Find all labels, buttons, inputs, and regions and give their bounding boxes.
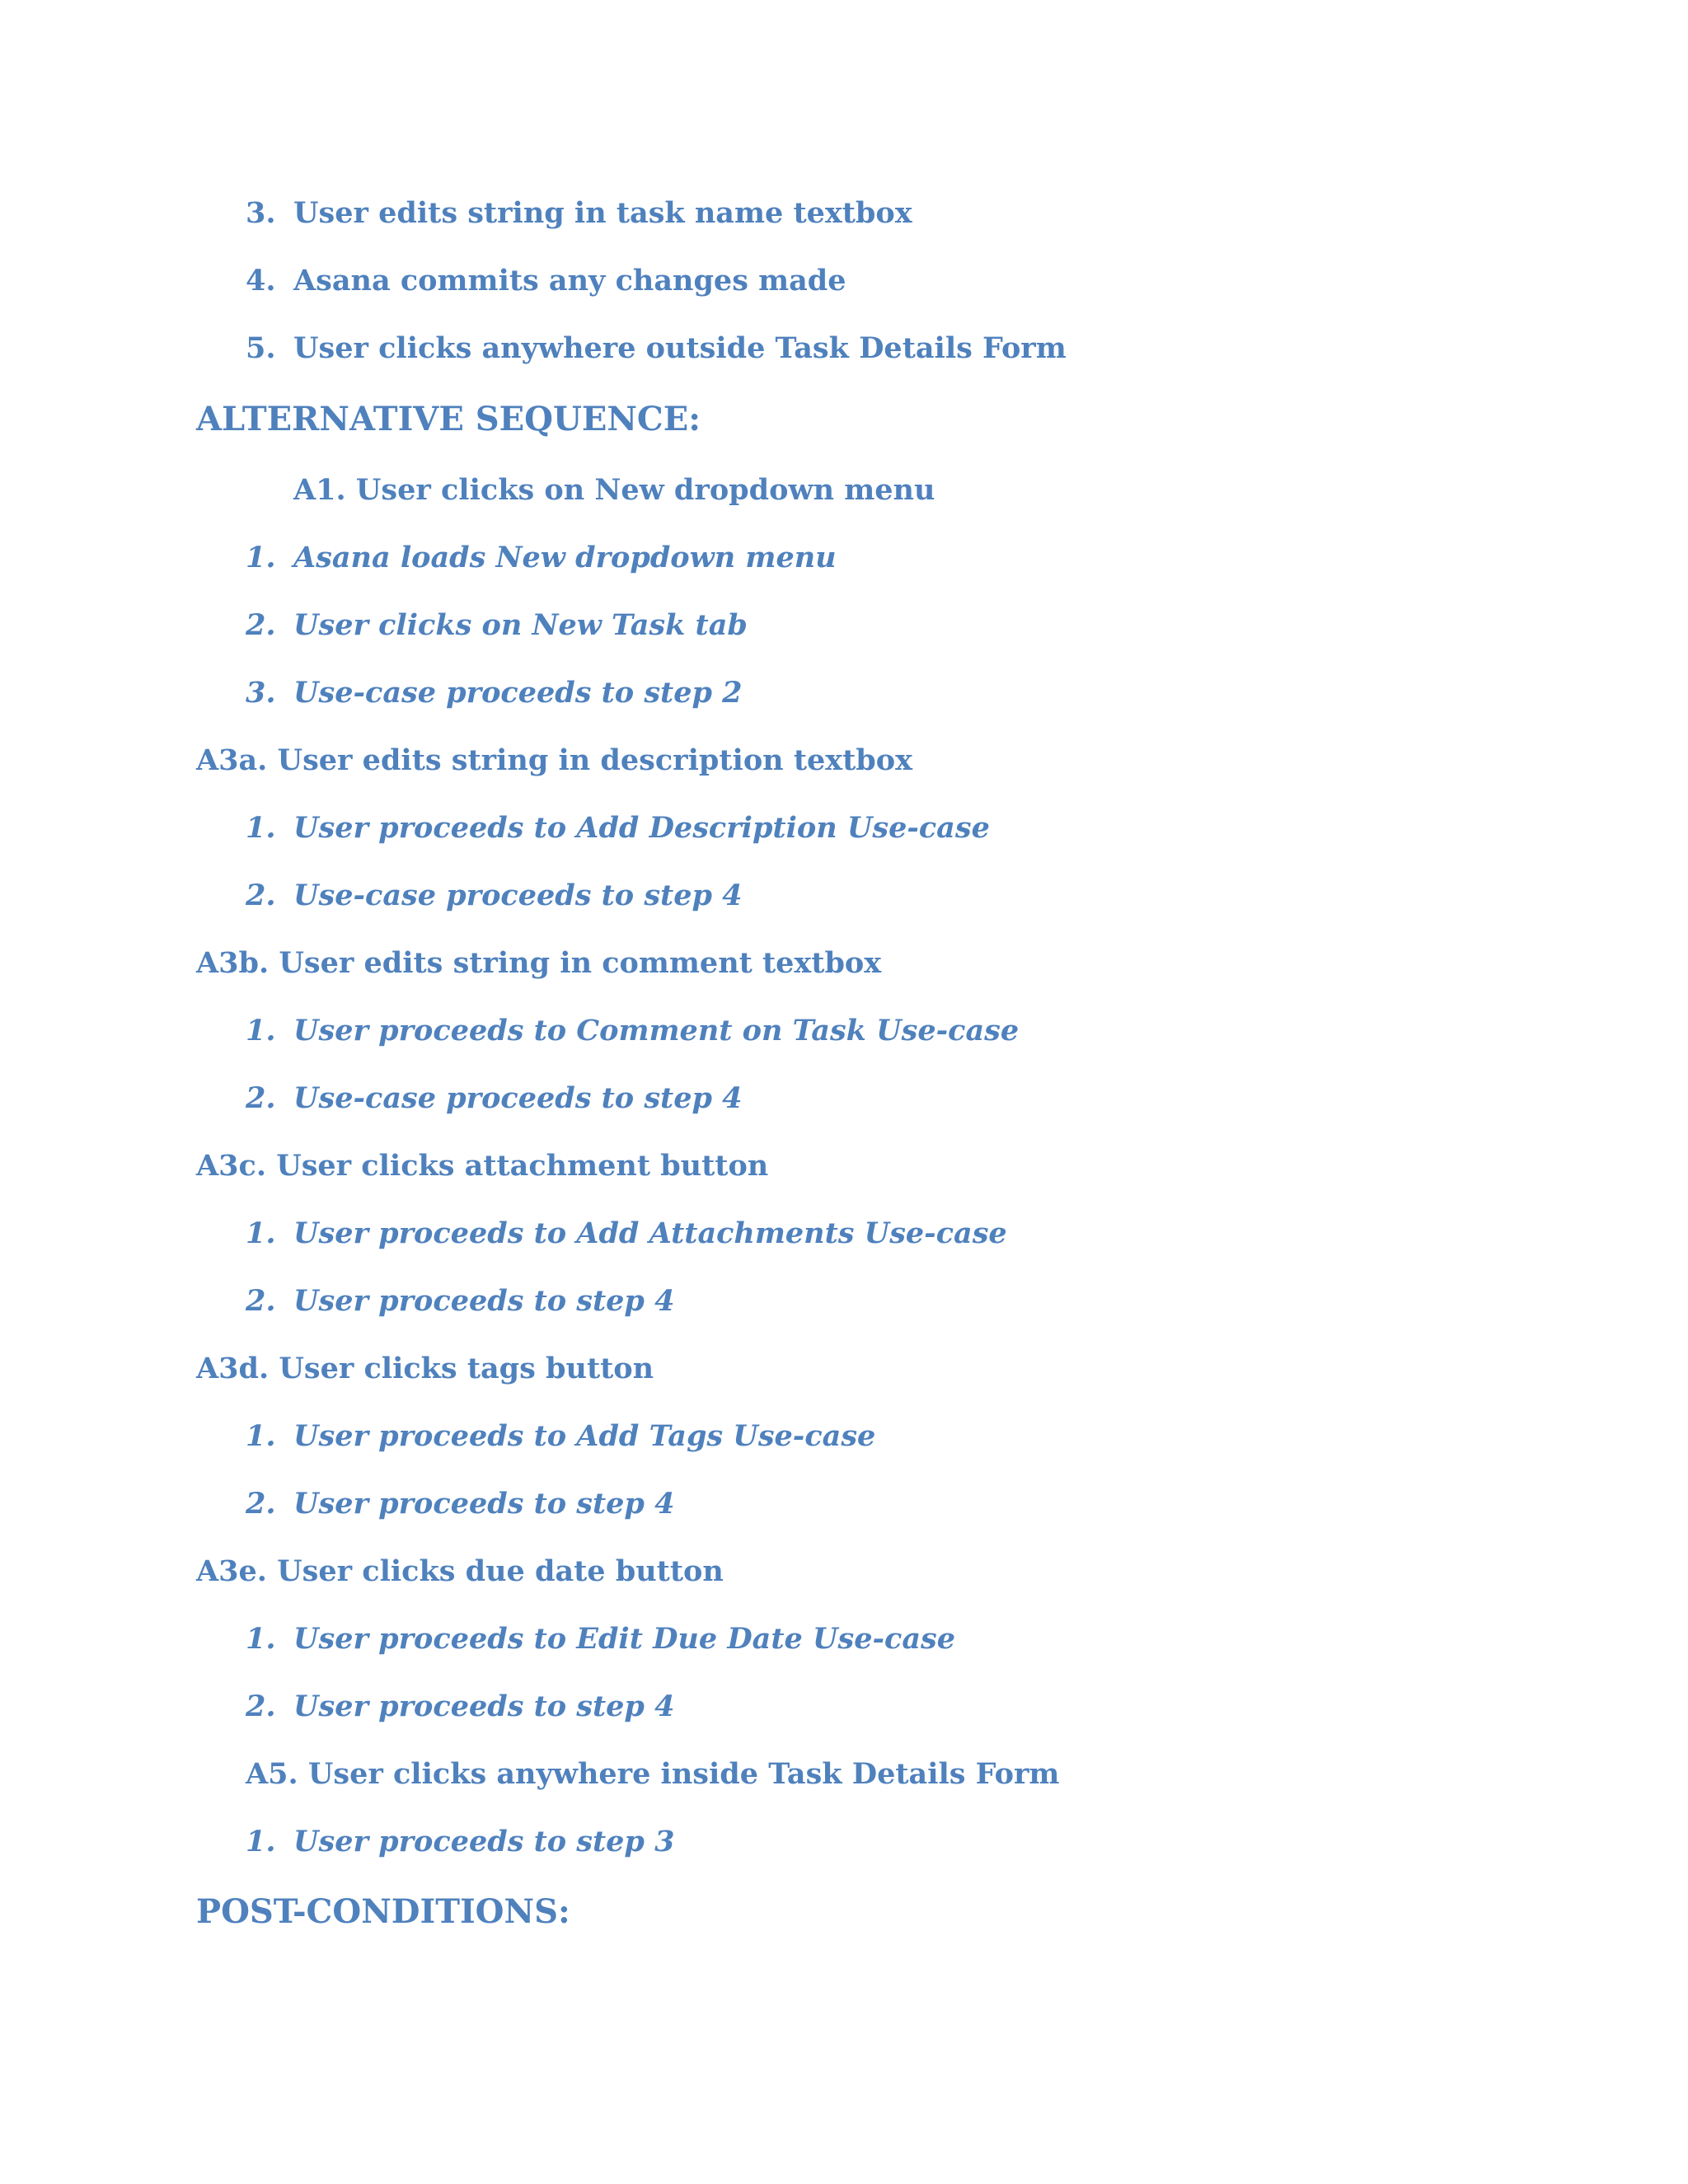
step-text: User proceeds to step 4 — [293, 1284, 675, 1318]
step-text: Use-case proceeds to step 2 — [293, 676, 743, 710]
step-number: 1. — [246, 1825, 276, 1858]
step-text: User proceeds to Add Description Use-case — [293, 811, 990, 845]
step-text: User proceeds to Add Attachments Use-case — [293, 1216, 1007, 1250]
step-text: User edits string in task name textbox — [293, 196, 912, 230]
alt-flow-title-text: A3e. User clicks due date button — [196, 1554, 724, 1588]
step-number: 3. — [246, 676, 276, 710]
alt-flow-title-text: A1. User clicks on New dropdown menu — [293, 473, 935, 507]
alt-flow-title-text: A3b. User edits string in comment textbox — [196, 946, 882, 980]
step-number: 2. — [246, 1487, 276, 1521]
step-text: User proceeds to step 4 — [293, 1487, 675, 1521]
step-text: Asana commits any changes made — [293, 264, 846, 298]
heading-text: ALTERNATIVE SEQUENCE: — [196, 400, 701, 438]
step-text: Use-case proceeds to step 4 — [293, 1081, 743, 1115]
step-text: User proceeds to Edit Due Date Use-case — [293, 1622, 955, 1656]
step-number: 5. — [246, 331, 276, 365]
step-text: Use-case proceeds to step 4 — [293, 879, 743, 912]
step-number: 4. — [246, 264, 276, 298]
step-text: User proceeds to step 4 — [293, 1690, 675, 1723]
step-number: 2. — [246, 1081, 276, 1115]
step-number: 1. — [246, 1419, 276, 1453]
step-text: Asana loads New dropdown menu — [293, 541, 837, 574]
step-number: 2. — [246, 608, 276, 642]
step-number: 1. — [246, 1216, 276, 1250]
step-number: 2. — [246, 879, 276, 912]
step-text: User proceeds to Add Tags Use-case — [293, 1419, 876, 1453]
step-number: 1. — [246, 811, 276, 845]
step-number: 2. — [246, 1690, 276, 1723]
heading-text: POST-CONDITIONS: — [196, 1892, 570, 1931]
alt-flow-title-text: A3c. User clicks attachment button — [196, 1149, 769, 1183]
step-text: User proceeds to Comment on Task Use-case — [293, 1014, 1020, 1047]
alt-flow-title-text: A3a. User edits string in description textbox — [196, 743, 912, 777]
step-text: User clicks on New Task tab — [293, 608, 748, 642]
step-number: 1. — [246, 1014, 276, 1047]
step-number: 2. — [246, 1284, 276, 1318]
step-number: 1. — [246, 1622, 276, 1656]
step-text: User proceeds to step 3 — [293, 1825, 675, 1858]
alt-flow-title-text: A3d. User clicks tags button — [196, 1352, 654, 1385]
step-text: User clicks anywhere outside Task Details Form — [293, 331, 1067, 365]
step-number: 3. — [246, 196, 276, 230]
step-number: 1. — [246, 541, 276, 574]
alt-flow-title-text: A5. User clicks anywhere inside Task Details Form — [246, 1757, 1060, 1791]
